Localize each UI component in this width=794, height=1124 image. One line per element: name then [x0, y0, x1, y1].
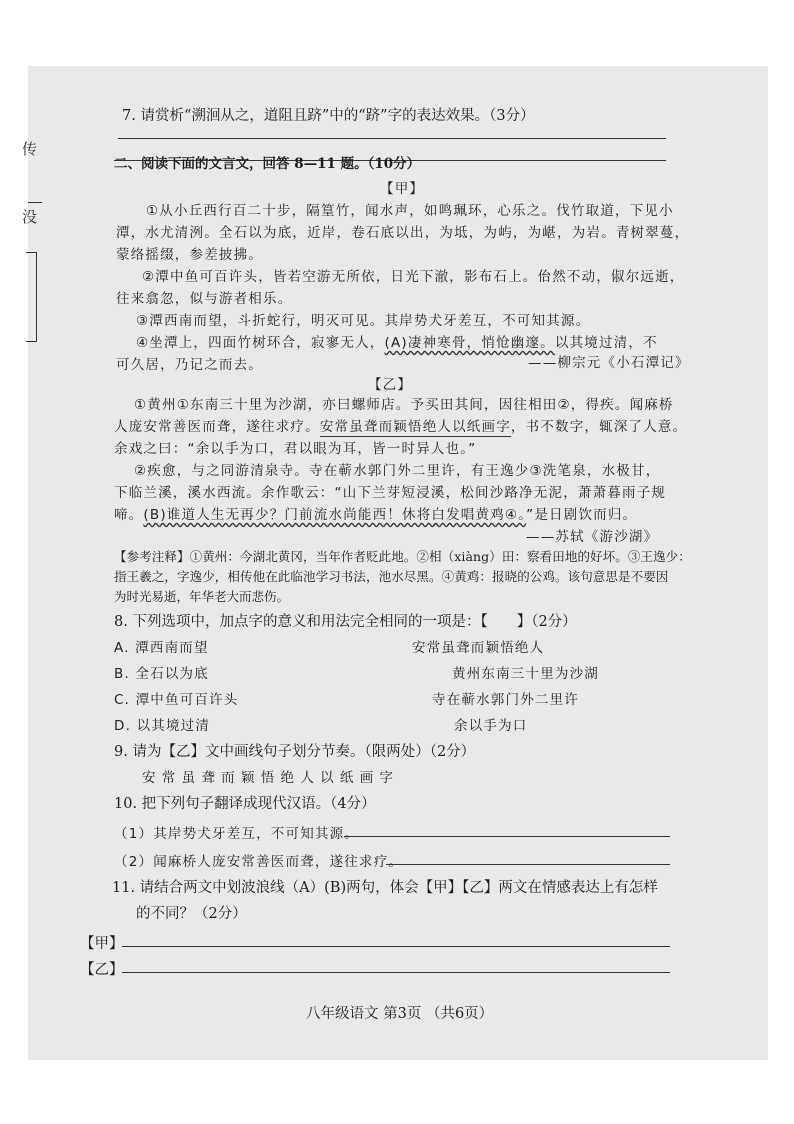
margin-fragment: 传	[22, 140, 38, 158]
passage-jia-line: 蒙络摇缀，参差披拂。	[116, 247, 263, 263]
underlined-sentence: 安常虽聋而颖悟绝人以纸画字	[319, 419, 511, 435]
q11-answer-line-yi[interactable]	[122, 972, 670, 973]
passage-yi-line: 人庞安常善医而聋，遂往求疗。安常虽聋而颖悟绝人以纸画字，书不数字，辄深了人意。	[114, 419, 688, 435]
q7-answer-line[interactable]	[118, 138, 666, 139]
passage-yi-line: 啼。(B)谁道人生无再少？门前流水尚能西！休将白发唱黄鸡④。”是日剧饮而归。	[114, 507, 638, 523]
passage-jia-line: ④坐潭上，四面竹树环合，寂寥无人，(A)凄神寒骨，悄怆幽邃。以其境过清，不	[136, 335, 658, 351]
question-9: 9. 请为【乙】文中画线句子划分节奏。（限两处）（2分）	[114, 744, 476, 760]
margin-fragment: 没	[22, 208, 38, 226]
passage-jia-line: 可久居，乃记之而去。	[116, 357, 263, 373]
q10-sentence-1: （1）其岸势犬牙差互，不可知其源。	[114, 826, 359, 842]
passage-yi-line: 余戏之曰：“余以手为口，君以眼为耳，皆一时异人也。”	[114, 441, 477, 457]
passage-jia-line: 潭，水尤清洌。全石以为底，近岸，卷石底以出，为坻，为屿，为嵁，为岩。青树翠蔓，	[116, 225, 690, 241]
question-10: 10. 把下列句子翻译成现代汉语。（4分）	[114, 796, 376, 812]
q11-yi-label: 【乙】	[80, 962, 124, 978]
q11-answer-line-jia[interactable]	[122, 946, 670, 947]
q8-option-b-compare: 黄州东南三十里为沙湖	[452, 666, 599, 682]
q10-answer-line-2[interactable]	[386, 864, 670, 865]
q8-option-c-compare: 寺在蕲水郭门外二里许	[432, 692, 579, 708]
wavy-underline-b: (B)谁道人生无再少？门前流水尚能西！休将白发唱黄鸡④。	[143, 507, 527, 523]
passage-jia-source: ——柳宗元《小石潭记》	[528, 355, 690, 371]
section-heading: 二、阅读下面的文言文，回答 8—11 题。（10分）	[114, 156, 421, 172]
notes-line: 为时光易逝，年华老大而悲伤。	[114, 589, 290, 604]
q8-option-d[interactable]: D. 以其境过清	[114, 718, 211, 734]
q10-sentence-2: （2）闻麻桥人庞安常善医而聋，遂往求疗。	[114, 854, 404, 870]
passage-jia-line: ③潭西南而望，斗折蛇行，明灭可见。其岸势犬牙差互，不可知其源。	[136, 313, 591, 329]
question-8: 8. 下列选项中，加点字的意义和用法完全相同的一项是：【 】（2分）	[114, 614, 577, 630]
margin-box-fragment	[26, 252, 37, 342]
page-footer: 八年级语文 第3页 （共6页）	[306, 1006, 494, 1022]
passage-yi-line: 下临兰溪，溪水西流。余作歌云：“山下兰芽短浸溪，松间沙路净无泥，萧萧暮雨子规	[114, 485, 667, 501]
passage-jia-line: ①从小丘西行百二十步，隔篁竹，闻水声，如鸣珮环，心乐之。伐竹取道，下见小	[146, 203, 674, 219]
notes-line: 【参考注释】①黄州：今湖北黄冈，当年作者贬此地。②相（xiàng）田：察看田地的好坏。③王逸少：	[114, 549, 691, 564]
question-11-cont: 的不同？（2分）	[136, 906, 247, 922]
q8-option-a[interactable]: A. 潭西南而望	[114, 640, 209, 656]
passage-yi-source: ——苏轼《游沙湖》	[526, 529, 659, 545]
wavy-underline-a: (A)凄神寒骨，悄怆幽邃。	[384, 335, 555, 351]
exam-page	[22, 66, 768, 1060]
passage-jia-line: ②潭中鱼可百许头，皆若空游无所依，日光下澈，影布石上。佁然不动，俶尔远逝，	[142, 269, 685, 285]
margin-divider	[28, 202, 42, 203]
q9-sentence[interactable]: 安 常 虽 聋 而 颖 悟 绝 人 以 纸 画 字	[142, 770, 394, 786]
passage-yi-line: ①黄州①东南三十里为沙湖，亦曰螺师店。予买田其间，因往相田②，得疾。闻麻桥	[134, 397, 674, 413]
question-11: 11. 请结合两文中划波浪线（A）(B)两句，体会【甲】【乙】两文在情感表达上有怎样	[112, 880, 658, 896]
q8-option-d-compare: 余以手为口	[454, 718, 528, 734]
passage-jia-line: 往来翕忽，似与游者相乐。	[116, 291, 293, 307]
passage-jia-title: 【甲】	[380, 181, 425, 197]
q11-jia-label: 【甲】	[80, 936, 124, 952]
passage-yi-line: ②疾愈，与之同游清泉寺。寺在蕲水郭门外二里许，有王逸少③洗笔泉，水极甘，	[134, 463, 661, 479]
q8-option-c[interactable]: C. 潭中鱼可百许头	[114, 692, 239, 708]
notes-line: 指王羲之，字逸少，相传他在此临池学习书法，池水尽黑。④黄鸡：报晓的公鸡。该句意思是不要因	[114, 569, 669, 584]
passage-yi-title: 【乙】	[368, 377, 413, 393]
question-7: 7. 请赏析“溯洄从之，道阻且跻”中的“跻”字的表达效果。（3分）	[122, 108, 535, 124]
q10-answer-line-1[interactable]	[344, 836, 670, 837]
q8-option-a-compare: 安常虽聋而颖悟绝人	[412, 640, 545, 656]
q8-option-b[interactable]: B. 全石以为底	[114, 666, 209, 682]
